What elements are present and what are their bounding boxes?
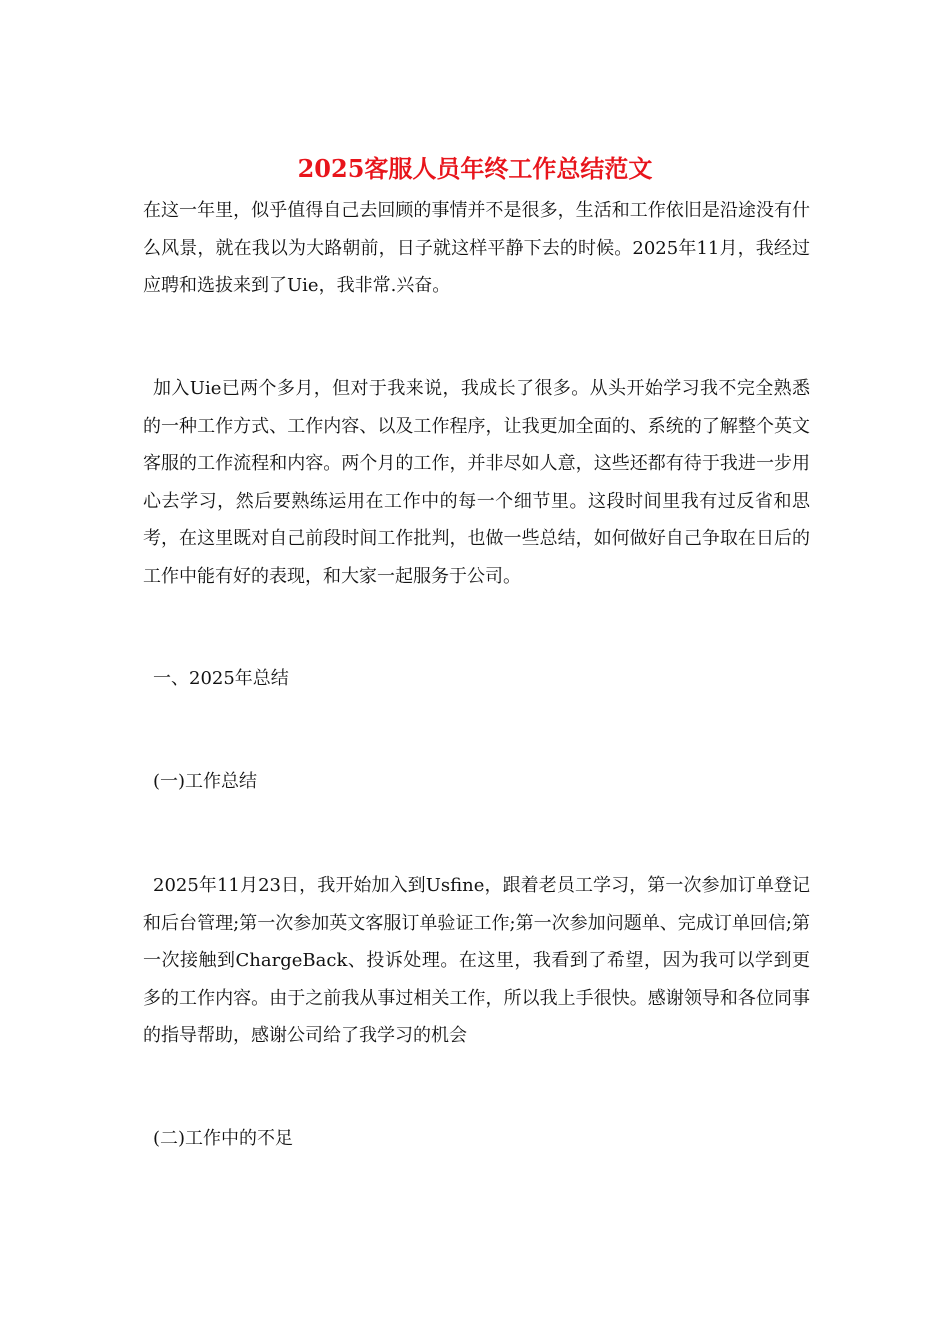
intro-paragraph: 在这一年里，似乎值得自己去回顾的事情并不是很多，生活和工作依旧是沿途没有什么风景，就在我以为大路朝前，日子就这样平静下去的时候。2025年11月，我经过应聘和选拔来到了Uie，我非常.兴奋。: [143, 200, 810, 296]
subsection-heading: (一)工作总结: [153, 771, 258, 792]
section-heading: 一、2025年总结: [153, 668, 289, 689]
work-summary-paragraph: 2025年11月23日，我开始加入到Usfine，跟着老员工学习，第一次参加订单登记和后台管理;第一次参加英文客服订单验证工作;第一次参加问题单、完成订单回信;第一次接触到ChargeBack、投诉处理。在这里，我看到了希望，因为我可以学到更多的工作内容。由于之前我从事过相关工作，所以我上手很快。感谢领导和各位同事的指导帮助，感谢公司给了我学习的机会: [143, 875, 810, 1046]
subsection-heading-shortcomings: (二)工作中的不足: [153, 1128, 294, 1149]
document-title: 2025客服人员年终工作总结范文: [297, 154, 653, 183]
body-paragraph: 加入Uie已两个多月，但对于我来说，我成长了很多。从头开始学习我不完全熟悉的一种工作方式、工作内容、以及工作程序，让我更加全面的、系统的了解整个英文客服的工作流程和内容。两个月的工作，并非尽如人意，这些还都有待于我进一步用心去学习，然后要熟练运用在工作中的每一个细节里。这段时间里我有过反省和思考，在这里既对自己前段时间工作批判，也做一些总结，如何做好自己争取在日后的工作中能有好的表现，和大家一起服务于公司。: [143, 378, 810, 587]
